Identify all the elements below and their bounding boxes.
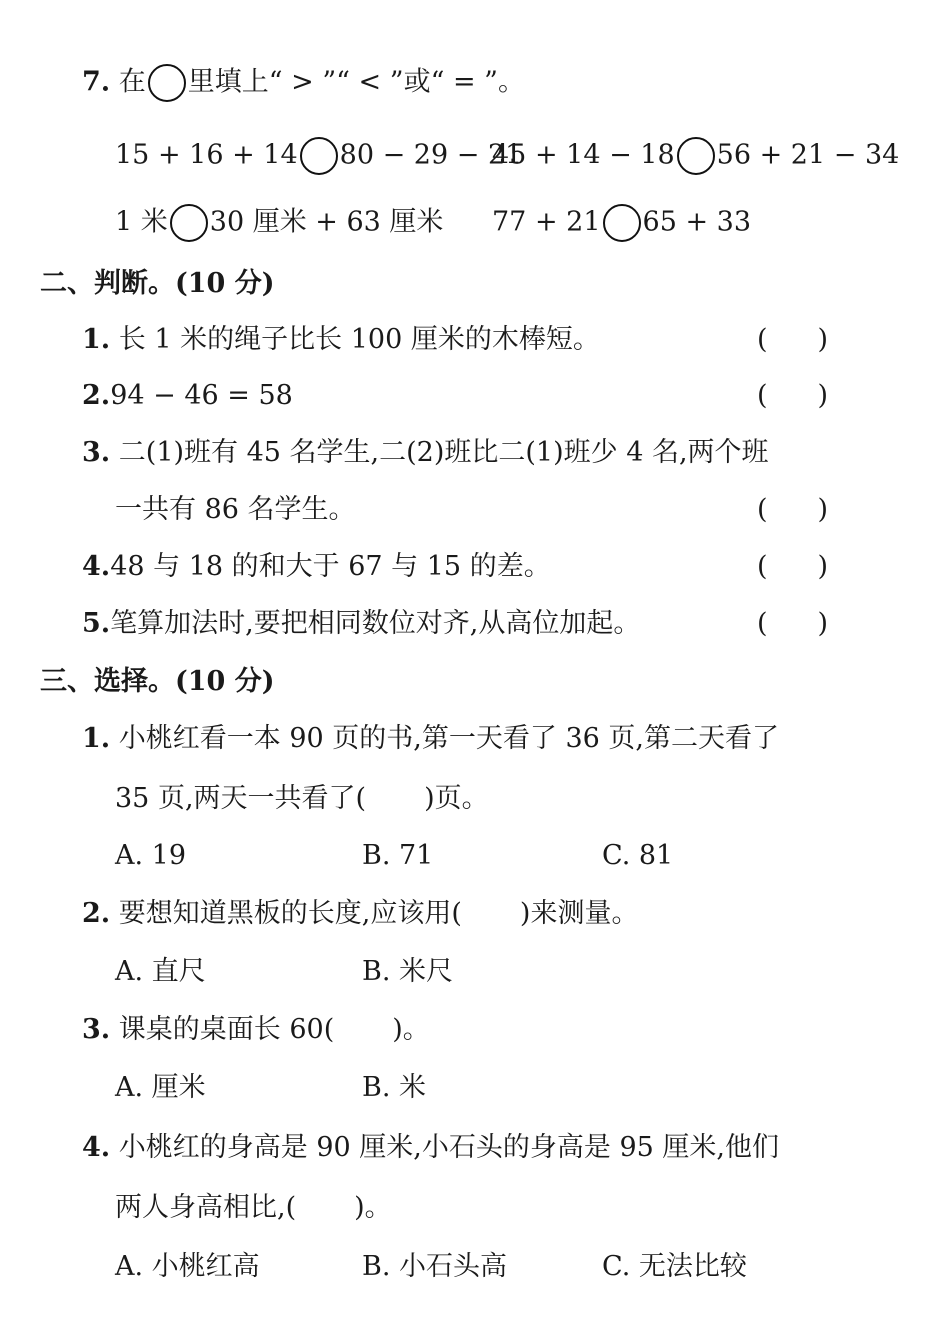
judge-item-3-answer[interactable]: ( ): [757, 494, 829, 525]
q7-number: 7.: [82, 66, 111, 98]
judge-item-2: [82, 382, 293, 409]
q7-item-3: [115, 204, 443, 242]
choice-item-3: 3. 课桌的桌面长 60( )。: [82, 1014, 430, 1045]
q7-item-4: [492, 204, 751, 242]
choice-item-2-option-a[interactable]: A. 直尺: [115, 956, 206, 987]
choice-item-3-option-b[interactable]: B. 米: [362, 1072, 427, 1103]
choice-item-1: [82, 725, 779, 752]
choice-item-1-text: 小桃红看一本 90 页的书,第一天看了 36 页,第二天看了: [118, 723, 779, 754]
choice-item-4: [82, 1134, 779, 1161]
judge-section-title: 二、判断。(10 分): [40, 268, 275, 299]
choice-item-1-number: 1.: [82, 723, 111, 754]
judge-item-3: [82, 439, 769, 466]
q7-item-1-right: 80 − 29 − 21: [339, 139, 523, 171]
judge-item-1: [82, 326, 600, 353]
judge-item-1-number: 1.: [82, 324, 111, 355]
judge-item-1-answer[interactable]: ( ): [757, 324, 829, 355]
choice-item-1-option-b[interactable]: B. 71: [362, 840, 434, 871]
q7-prompt-end: 里填上“ > ”“ < ”或“ = ”。: [187, 66, 525, 98]
judge-item-5-text: 笔算加法时,要把相同数位对齐,从高位加起。: [110, 608, 641, 639]
choice-section-title: 三、选择。(10 分): [40, 666, 275, 697]
q7-item-4-right: 65 + 33: [642, 206, 752, 238]
q7-item-2: [492, 137, 899, 175]
q7-item-1-circle[interactable]: [300, 137, 338, 175]
q7-item-3-circle[interactable]: [170, 204, 208, 242]
judge-item-2-text: 94 − 46 = 58: [110, 380, 293, 411]
q7-item-3-right: 30 厘米 + 63 厘米: [209, 206, 444, 238]
judge-item-3-line2: 一共有 86 名学生。: [115, 494, 356, 525]
choice-item-2: 2. 要想知道黑板的长度,应该用( )来测量。: [82, 898, 639, 929]
judge-item-1-text: 长 1 米的绳子比长 100 厘米的木棒短。: [118, 324, 600, 355]
judge-item-4-answer[interactable]: ( ): [757, 551, 829, 582]
q7-prompt-circle: [148, 64, 186, 102]
judge-item-2-answer[interactable]: ( ): [757, 380, 829, 411]
judge-item-4-text: 48 与 18 的和大于 67 与 15 的差。: [110, 551, 551, 582]
choice-item-3-number: 3.: [82, 1014, 111, 1045]
judge-item-5: [82, 610, 640, 637]
q7-prompt-start: 在: [118, 66, 146, 98]
q7-item-1-left: 15 + 16 + 14: [115, 139, 298, 171]
choice-item-1-line2: 35 页,两天一共看了( )页。: [115, 783, 489, 814]
choice-item-4-line2: 两人身高相比,( )。: [115, 1192, 392, 1223]
choice-item-4-text: 小桃红的身高是 90 厘米,小石头的身高是 95 厘米,他们: [118, 1132, 779, 1163]
judge-item-3-text: 二(1)班有 45 名学生,二(2)班比二(1)班少 4 名,两个班: [118, 437, 769, 468]
judge-item-5-number: 5.: [82, 608, 111, 639]
choice-item-4-option-b[interactable]: B. 小石头高: [362, 1251, 508, 1282]
q7-item-1: [115, 137, 522, 175]
choice-item-1-option-a[interactable]: A. 19: [115, 840, 187, 871]
choice-item-4-option-a[interactable]: A. 小桃红高: [115, 1251, 260, 1282]
q7-item-3-left: 1 米: [115, 206, 168, 238]
judge-item-2-number: 2.: [82, 380, 111, 411]
choice-item-4-number: 4.: [82, 1132, 111, 1163]
choice-item-2-number: 2.: [82, 898, 111, 929]
q7-item-4-left: 77 + 21: [492, 206, 601, 238]
q7-item-2-left: 45 + 14 − 18: [492, 139, 675, 171]
q7-item-2-circle[interactable]: [677, 137, 715, 175]
choice-item-3-option-a[interactable]: A. 厘米: [115, 1072, 206, 1103]
q7-prompt: [82, 64, 525, 102]
q7-item-4-circle[interactable]: [603, 204, 641, 242]
choice-item-4-option-c[interactable]: C. 无法比较: [602, 1251, 747, 1282]
judge-item-4: [82, 553, 551, 580]
choice-item-2-option-b[interactable]: B. 米尺: [362, 956, 454, 987]
choice-item-1-option-c[interactable]: C. 81: [602, 840, 674, 871]
judge-item-5-answer[interactable]: ( ): [757, 608, 829, 639]
judge-item-3-number: 3.: [82, 437, 111, 468]
judge-item-4-number: 4.: [82, 551, 111, 582]
q7-item-2-right: 56 + 21 − 34: [716, 139, 900, 171]
